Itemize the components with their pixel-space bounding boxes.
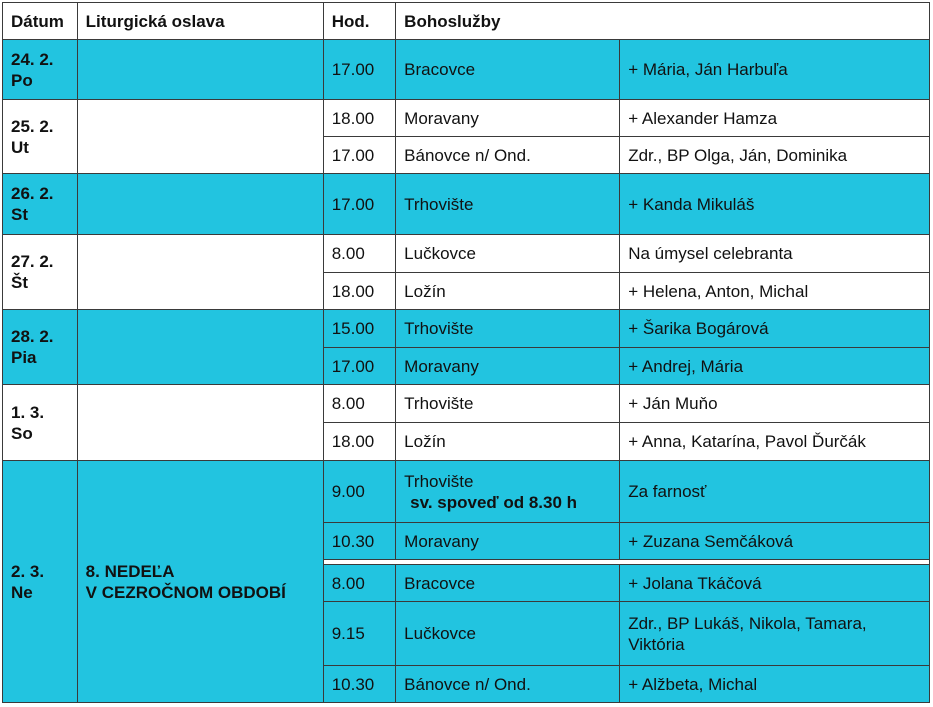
place-cell: Trhovište sv. spoveď od 8.30 h [396, 461, 620, 523]
time-cell: 9.15 [323, 602, 395, 666]
date-cell: 27. 2. Št [3, 235, 78, 310]
feast-cell [77, 310, 323, 385]
time-cell: 15.00 [323, 310, 395, 348]
date-cell: 26. 2. St [3, 174, 78, 235]
table-row [3, 235, 930, 273]
place-cell: Ložín [396, 273, 620, 310]
time-cell: 10.30 [323, 666, 395, 703]
place-cell: Trhovište [396, 310, 620, 348]
time-cell: 18.00 [323, 100, 395, 137]
place-cell: Bracovce [396, 40, 620, 100]
feast-cell [77, 235, 323, 310]
table-row [3, 461, 930, 523]
place-cell: Bánovce n/ Ond. [396, 137, 620, 174]
intention-cell: + Zuzana Semčáková [620, 523, 930, 560]
place-cell: Bánovce n/ Ond. [396, 666, 620, 703]
table-row [3, 100, 930, 137]
place-cell: Moravany [396, 523, 620, 560]
intention-cell: + Helena, Anton, Michal [620, 273, 930, 310]
time-cell: 18.00 [323, 273, 395, 310]
intention-cell: + Šarika Bogárová [620, 310, 930, 348]
place-cell: Moravany [396, 100, 620, 137]
intention-cell: Na úmysel celebranta [620, 235, 930, 273]
date-cell: 25. 2. Ut [3, 100, 78, 174]
time-cell: 17.00 [323, 174, 395, 235]
confession-note: sv. spoveď od 8.30 h [410, 492, 578, 512]
feast-cell: 8. NEDEĽA V CEZROČNOM OBDOBÍ [77, 461, 323, 703]
intention-cell: Zdr., BP Olga, Ján, Dominika [620, 137, 930, 174]
date-cell: 28. 2. Pia [3, 310, 78, 385]
place-cell: Bracovce [396, 565, 620, 602]
time-cell: 17.00 [323, 137, 395, 174]
place-cell: Lučkovce [396, 235, 620, 273]
intention-cell: Zdr., BP Lukáš, Nikola, Tamara, Viktória [620, 602, 930, 666]
time-cell: 8.00 [323, 565, 395, 602]
time-cell: 17.00 [323, 348, 395, 385]
date-cell: 1. 3. So [3, 385, 78, 461]
table-row [3, 310, 930, 348]
time-cell: 10.30 [323, 523, 395, 560]
header-row [3, 3, 930, 40]
intention-cell: + Alexander Hamza [620, 100, 930, 137]
feast-cell [77, 100, 323, 174]
time-cell: 17.00 [323, 40, 395, 100]
intention-cell: + Ján Muňo [620, 385, 930, 423]
feast-cell [77, 40, 323, 100]
intention-cell: + Alžbeta, Michal [620, 666, 930, 703]
time-cell: 8.00 [323, 385, 395, 423]
intention-cell: Za farnosť [620, 461, 930, 523]
header-date: Dátum [3, 3, 78, 40]
feast-cell [77, 174, 323, 235]
time-cell: 8.00 [323, 235, 395, 273]
mass-schedule-table [2, 2, 930, 703]
intention-cell: + Anna, Katarína, Pavol Ďurčák [620, 423, 930, 461]
intention-cell: + Mária, Ján Harbuľa [620, 40, 930, 100]
table-row [3, 385, 930, 423]
date-cell: 24. 2. Po [3, 40, 78, 100]
intention-cell: + Kanda Mikuláš [620, 174, 930, 235]
date-cell: 2. 3. Ne [3, 461, 78, 703]
place-cell: Trhovište [396, 174, 620, 235]
table-row [3, 40, 930, 100]
time-cell: 18.00 [323, 423, 395, 461]
feast-cell [77, 385, 323, 461]
place-cell: Moravany [396, 348, 620, 385]
header-feast: Liturgická oslava [77, 3, 323, 40]
intention-cell: + Jolana Tkáčová [620, 565, 930, 602]
header-hour: Hod. [323, 3, 395, 40]
header-services: Bohoslužby [396, 3, 930, 40]
place-cell: Ložín [396, 423, 620, 461]
place-cell: Lučkovce [396, 602, 620, 666]
place-cell: Trhovište [396, 385, 620, 423]
table-row [3, 174, 930, 235]
time-cell: 9.00 [323, 461, 395, 523]
intention-cell: + Andrej, Mária [620, 348, 930, 385]
